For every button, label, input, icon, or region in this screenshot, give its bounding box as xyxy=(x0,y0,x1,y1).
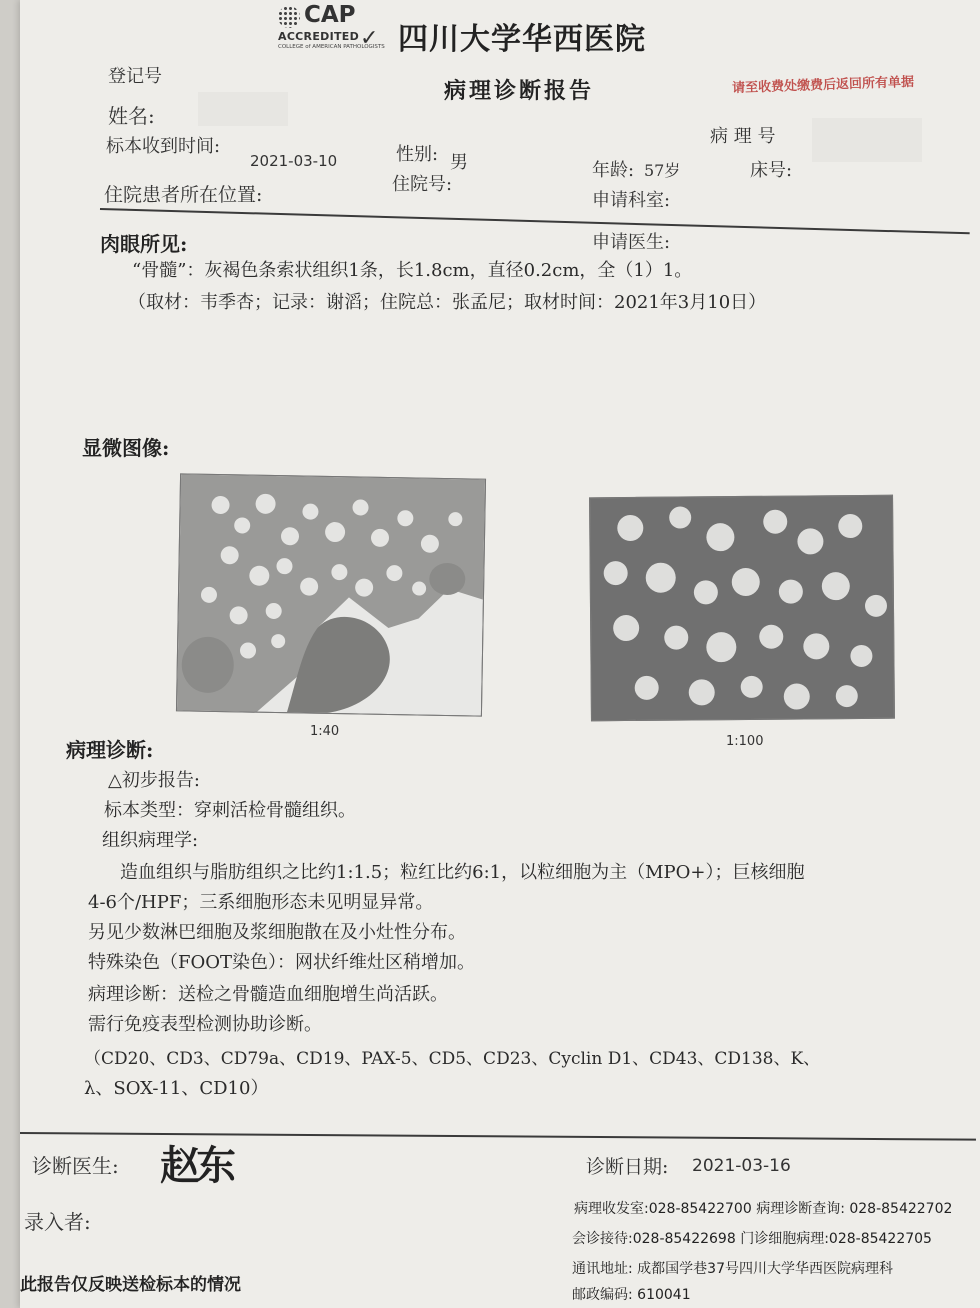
reg-label: 登记号 xyxy=(108,66,162,87)
checkmark-icon: ✓ xyxy=(360,26,379,51)
diagnosis-heading: 病理诊断: xyxy=(66,738,154,762)
gender-value: 男 xyxy=(450,152,468,173)
name-label: 姓名: xyxy=(108,104,155,128)
gender-label: 性别: xyxy=(396,144,439,165)
diagnosis-line: 标本类型：穿刺活检骨髓组织。 xyxy=(104,800,356,821)
age-label: 年龄: xyxy=(592,160,635,181)
contact-line-2: 会诊接待:028-85422698 门诊细胞病理:028-85422705 xyxy=(572,1231,932,1247)
cap-accredited: ACCREDITED xyxy=(278,30,360,43)
fee-stamp: 请至收费处缴费后返回所有单据 xyxy=(731,74,915,97)
contact-line-1: 病理收发室:028-85422700 病理诊断查询: 028-85422702 xyxy=(574,1201,953,1217)
diagnosis-line: 另见少数淋巴细胞及浆细胞散在及小灶性分布。 xyxy=(88,922,466,943)
bed-label: 床号: xyxy=(750,160,793,181)
inpatient-label: 住院号: xyxy=(392,174,453,195)
micro-image-high-power xyxy=(589,495,895,722)
diagnosis-date-value: 2021-03-16 xyxy=(692,1156,791,1176)
caption-left: 1:40 xyxy=(310,724,340,739)
cap-globe-icon xyxy=(278,6,300,28)
micro-heading: 显微图像: xyxy=(82,436,170,460)
diagnosis-line: 病理诊断：送检之骨髓造血细胞增生尚活跃。 xyxy=(88,984,448,1005)
diagnosis-line: △初步报告: xyxy=(108,770,200,791)
diagnosis-line: 特殊染色（FOOT染色）：网状纤维灶区稍增加。 xyxy=(88,952,476,973)
hospital-name: 四川大学华西医院 xyxy=(398,22,646,57)
gross-line-2: （取材：韦季杏；记录：谢滔；住院总：张孟尼；取材时间：2021年3月10日） xyxy=(128,292,767,313)
age-value: 57岁 xyxy=(644,161,681,180)
report-title: 病理诊断报告 xyxy=(444,78,595,104)
postcode-line: 邮政编码: 610041 xyxy=(572,1287,691,1303)
diagnosis-line: 组织病理学: xyxy=(102,830,199,851)
cap-title: CAP xyxy=(304,2,356,28)
cap-college: COLLEGE of AMERICAN PATHOLOGISTS xyxy=(278,44,385,50)
address-line: 通讯地址: 成都国学巷37号四川大学华西医院病理科 xyxy=(572,1261,893,1277)
redacted-pathology-no xyxy=(812,118,922,162)
gross-heading: 肉眼所见: xyxy=(100,232,188,256)
diagnosis-line: （CD20、CD3、CD79a、CD19、PAX-5、CD5、CD23、Cyclin D1、CD43、CD138、K、 xyxy=(84,1049,821,1069)
location-label: 住院患者所在位置: xyxy=(104,184,263,206)
entry-label: 录入者: xyxy=(24,1210,91,1234)
diagnosis-line: λ、SOX-11、CD10） xyxy=(84,1078,269,1099)
micro-image-low-power xyxy=(176,473,486,716)
caption-right: 1:100 xyxy=(726,734,764,749)
doctor-label: 申请医生: xyxy=(592,232,671,253)
dept-label: 申请科室: xyxy=(592,190,671,211)
diagnosis-doctor-label: 诊断医生: xyxy=(32,1154,119,1178)
diagnosis-line: 造血组织与脂肪组织之比约1:1.5；粒红比约6:1，以粒细胞为主（MPO+）；巨核细胞 xyxy=(120,862,805,883)
redacted-name xyxy=(198,92,288,126)
cap-logo xyxy=(278,2,388,64)
diagnosis-line: 4-6个/HPF；三系细胞形态未见明显异常。 xyxy=(88,892,434,913)
received-label: 标本收到时间: xyxy=(106,136,221,157)
diagnosis-date-label: 诊断日期: xyxy=(586,1156,669,1178)
pathology-no-label: 病 理 号 xyxy=(710,126,776,147)
diagnosis-line: 需行免疫表型检测协助诊断。 xyxy=(88,1014,322,1035)
doctor-signature: 赵东 xyxy=(160,1142,232,1189)
gross-line-1: “骨髓”：灰褐色条索状组织1条，长1.8cm，直径0.2cm，全（1）1。 xyxy=(132,260,693,281)
disclaimer: 此报告仅反映送检标本的情况 xyxy=(20,1275,241,1295)
received-value: 2021-03-10 xyxy=(250,152,338,170)
